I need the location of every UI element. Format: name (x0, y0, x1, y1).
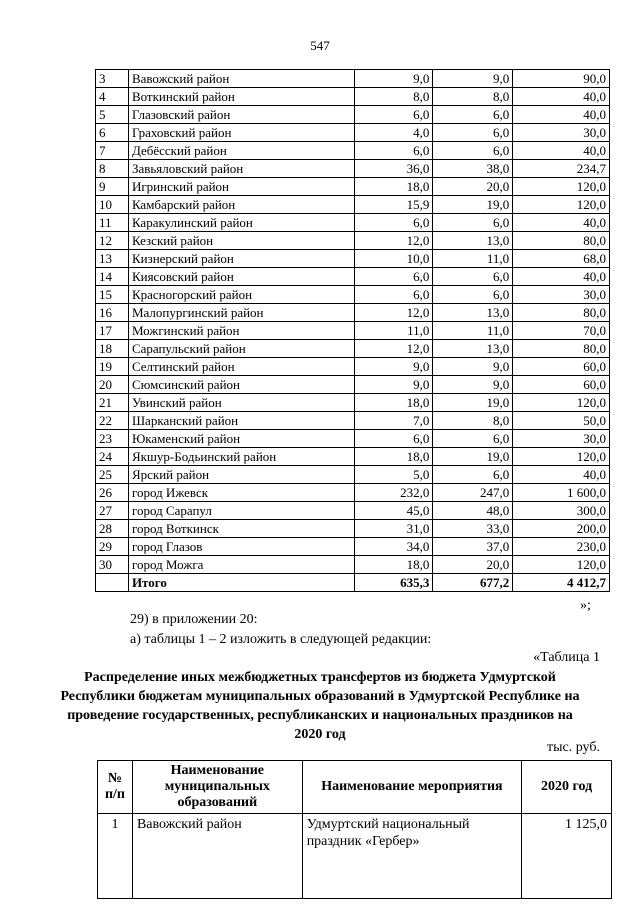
cell-value-2: 8,0 (433, 412, 513, 430)
cell-municipality: Завьяловский район (128, 160, 354, 178)
cell-value-1: 18,0 (354, 178, 433, 196)
cell-value-1: 34,0 (354, 538, 433, 556)
cell-value-3: 200,0 (513, 520, 610, 538)
cell-value-1: 18,0 (354, 448, 433, 466)
cell-value-1: 9,0 (354, 70, 433, 88)
cell-value-2: 19,0 (433, 394, 513, 412)
cell-amount: 1 125,0 (522, 814, 612, 899)
table-row (96, 160, 610, 178)
page-number: 547 (310, 38, 330, 53)
cell-empty (96, 574, 129, 592)
cell-value-2: 13,0 (433, 232, 513, 250)
cell-value-2: 11,0 (433, 250, 513, 268)
cell-value-2: 6,0 (433, 286, 513, 304)
header-municipality: Наименование муниципальных образований (132, 761, 302, 814)
cell-value-1: 31,0 (354, 520, 433, 538)
cell-municipality: город Воткинск (128, 520, 354, 538)
cell-municipality: Кезский район (128, 232, 354, 250)
cell-number: 8 (96, 160, 129, 178)
cell-value-1: 12,0 (354, 232, 433, 250)
cell-value-3: 90,0 (513, 70, 610, 88)
table-row (96, 286, 610, 304)
cell-municipality: Воткинский район (128, 88, 354, 106)
cell-municipality: Юкаменский район (128, 430, 354, 448)
cell-value-3: 68,0 (513, 250, 610, 268)
cell-number: 17 (96, 322, 129, 340)
cell-municipality: Вавожский район (132, 814, 302, 899)
cell-number: 9 (96, 178, 129, 196)
amendment-item-29: 29) в приложении 20: (130, 612, 258, 627)
cell-value-3: 80,0 (513, 232, 610, 250)
total-value-2: 677,2 (433, 574, 513, 592)
cell-municipality: Киясовский район (128, 268, 354, 286)
cell-value-2: 48,0 (433, 502, 513, 520)
table-row (96, 484, 610, 502)
cell-value-3: 40,0 (513, 88, 610, 106)
cell-value-2: 19,0 (433, 196, 513, 214)
table-row (96, 376, 610, 394)
cell-value-3: 120,0 (513, 448, 610, 466)
cell-value-2: 6,0 (433, 466, 513, 484)
table-header-row (98, 761, 612, 814)
cell-value-1: 36,0 (354, 160, 433, 178)
table-row (96, 520, 610, 538)
cell-value-1: 7,0 (354, 412, 433, 430)
cell-value-3: 30,0 (513, 430, 610, 448)
table-row (96, 124, 610, 142)
cell-municipality: Граховский район (128, 124, 354, 142)
cell-number: 29 (96, 538, 129, 556)
table-row (96, 70, 610, 88)
cell-value-1: 18,0 (354, 394, 433, 412)
table-row (96, 502, 610, 520)
cell-value-3: 1 600,0 (513, 484, 610, 502)
cell-municipality: Увинский район (128, 394, 354, 412)
cell-municipality: город Можга (128, 556, 354, 574)
cell-number: 12 (96, 232, 129, 250)
cell-value-1: 232,0 (354, 484, 433, 502)
cell-value-1: 9,0 (354, 376, 433, 394)
cell-value-1: 8,0 (354, 88, 433, 106)
cell-value-2: 247,0 (433, 484, 513, 502)
cell-value-3: 30,0 (513, 286, 610, 304)
cell-municipality: город Сарапул (128, 502, 354, 520)
cell-value-2: 33,0 (433, 520, 513, 538)
table-row (96, 430, 610, 448)
cell-number: 21 (96, 394, 129, 412)
allocation-table-continued (95, 69, 610, 592)
cell-number: 6 (96, 124, 129, 142)
cell-value-2: 6,0 (433, 268, 513, 286)
cell-number: 27 (96, 502, 129, 520)
cell-value-2: 6,0 (433, 142, 513, 160)
cell-value-1: 6,0 (354, 142, 433, 160)
cell-municipality: город Ижевск (128, 484, 354, 502)
cell-municipality: Сарапульский район (128, 340, 354, 358)
cell-value-1: 12,0 (354, 340, 433, 358)
cell-number: 14 (96, 268, 129, 286)
cell-value-1: 6,0 (354, 214, 433, 232)
table-row (96, 358, 610, 376)
cell-number: 19 (96, 358, 129, 376)
cell-municipality: Кизнерский район (128, 250, 354, 268)
header-event: Наименование мероприятия (302, 761, 521, 814)
cell-value-2: 20,0 (433, 556, 513, 574)
cell-value-1: 15,9 (354, 196, 433, 214)
cell-number: 24 (96, 448, 129, 466)
table-row (96, 196, 610, 214)
cell-value-3: 40,0 (513, 214, 610, 232)
table-row (96, 394, 610, 412)
cell-value-2: 6,0 (433, 430, 513, 448)
table-row (96, 340, 610, 358)
cell-number: 4 (96, 88, 129, 106)
cell-value-3: 120,0 (513, 196, 610, 214)
allocation-table-body (96, 70, 610, 592)
header-number: № п/п (98, 761, 133, 814)
cell-value-3: 230,0 (513, 538, 610, 556)
cell-municipality: Вавожский район (128, 70, 354, 88)
cell-number: 5 (96, 106, 129, 124)
cell-value-3: 234,7 (513, 160, 610, 178)
cell-municipality: Дебёсский район (128, 142, 354, 160)
cell-municipality: Якшур-Бодьинский район (128, 448, 354, 466)
total-row (96, 574, 610, 592)
cell-municipality: Ярский район (128, 466, 354, 484)
cell-value-2: 9,0 (433, 358, 513, 376)
cell-number: 28 (96, 520, 129, 538)
cell-value-2: 19,0 (433, 448, 513, 466)
closing-quote: »; (580, 598, 591, 613)
cell-value-2: 9,0 (433, 376, 513, 394)
cell-value-2: 20,0 (433, 178, 513, 196)
cell-number: 30 (96, 556, 129, 574)
cell-value-3: 300,0 (513, 502, 610, 520)
cell-value-3: 60,0 (513, 376, 610, 394)
table-row (96, 412, 610, 430)
amendment-item-a: а) таблицы 1 – 2 изложить в следующей редакции: (130, 632, 432, 647)
cell-number: 26 (96, 484, 129, 502)
cell-municipality: Красногорский район (128, 286, 354, 304)
table-row (96, 250, 610, 268)
table-heading: Распределение иных межбюджетных трансфертов из бюджета Удмуртской Республики бюджетам муниципальных образований в Удмуртской Республике на проведение государственных, республиканских и национальных праздников на 2020 год (60, 670, 580, 742)
unit-label: тыс. руб. (547, 740, 600, 755)
table-row (96, 556, 610, 574)
cell-value-3: 40,0 (513, 106, 610, 124)
cell-municipality: Селтинский район (128, 358, 354, 376)
cell-value-2: 13,0 (433, 304, 513, 322)
cell-value-1: 6,0 (354, 106, 433, 124)
table-row (96, 466, 610, 484)
cell-municipality: Шарканский район (128, 412, 354, 430)
cell-value-3: 50,0 (513, 412, 610, 430)
cell-value-3: 80,0 (513, 304, 610, 322)
table-row (96, 538, 610, 556)
cell-value-2: 6,0 (433, 106, 513, 124)
cell-number: 13 (96, 250, 129, 268)
cell-value-1: 6,0 (354, 286, 433, 304)
total-value-3: 4 412,7 (513, 574, 610, 592)
cell-value-3: 120,0 (513, 394, 610, 412)
table-row (96, 106, 610, 124)
cell-number: 1 (98, 814, 133, 899)
cell-number: 18 (96, 340, 129, 358)
cell-municipality: Можгинский район (128, 322, 354, 340)
table-row (96, 232, 610, 250)
table-label: «Таблица 1 (533, 650, 600, 665)
cell-value-1: 6,0 (354, 268, 433, 286)
cell-number: 22 (96, 412, 129, 430)
cell-value-3: 40,0 (513, 466, 610, 484)
cell-value-3: 60,0 (513, 358, 610, 376)
cell-municipality: Сюмсинский район (128, 376, 354, 394)
cell-municipality: Каракулинский район (128, 214, 354, 232)
total-label: Итого (128, 574, 354, 592)
table-row (96, 448, 610, 466)
cell-value-3: 120,0 (513, 556, 610, 574)
cell-value-3: 70,0 (513, 322, 610, 340)
cell-number: 3 (96, 70, 129, 88)
cell-value-1: 5,0 (354, 466, 433, 484)
table-row (96, 214, 610, 232)
cell-value-1: 18,0 (354, 556, 433, 574)
cell-value-3: 40,0 (513, 268, 610, 286)
cell-value-1: 9,0 (354, 358, 433, 376)
cell-value-1: 10,0 (354, 250, 433, 268)
table-row (98, 814, 612, 899)
cell-value-1: 12,0 (354, 304, 433, 322)
cell-number: 15 (96, 286, 129, 304)
cell-value-1: 11,0 (354, 322, 433, 340)
table-row (96, 142, 610, 160)
holidays-transfer-table (97, 760, 612, 899)
cell-number: 16 (96, 304, 129, 322)
table-row (96, 88, 610, 106)
cell-number: 20 (96, 376, 129, 394)
cell-number: 7 (96, 142, 129, 160)
cell-value-1: 45,0 (354, 502, 433, 520)
cell-value-3: 40,0 (513, 142, 610, 160)
cell-value-3: 80,0 (513, 340, 610, 358)
table-row (96, 268, 610, 286)
cell-municipality: Малопургинский район (128, 304, 354, 322)
table-row (96, 322, 610, 340)
cell-number: 11 (96, 214, 129, 232)
cell-value-2: 9,0 (433, 70, 513, 88)
cell-value-2: 11,0 (433, 322, 513, 340)
cell-municipality: Глазовский район (128, 106, 354, 124)
cell-value-2: 37,0 (433, 538, 513, 556)
cell-number: 10 (96, 196, 129, 214)
cell-number: 25 (96, 466, 129, 484)
cell-value-2: 6,0 (433, 214, 513, 232)
cell-value-3: 120,0 (513, 178, 610, 196)
cell-municipality: Игринский район (128, 178, 354, 196)
cell-event: Удмуртский национальный праздник «Гербер» (302, 814, 521, 899)
cell-value-3: 30,0 (513, 124, 610, 142)
cell-municipality: Камбарский район (128, 196, 354, 214)
cell-number: 23 (96, 430, 129, 448)
table-row (96, 178, 610, 196)
cell-value-1: 6,0 (354, 430, 433, 448)
total-value-1: 635,3 (354, 574, 433, 592)
cell-value-2: 8,0 (433, 88, 513, 106)
cell-value-2: 13,0 (433, 340, 513, 358)
cell-municipality: город Глазов (128, 538, 354, 556)
cell-value-1: 4,0 (354, 124, 433, 142)
cell-value-2: 6,0 (433, 124, 513, 142)
table-row (96, 304, 610, 322)
cell-value-2: 38,0 (433, 160, 513, 178)
header-year: 2020 год (522, 761, 612, 814)
